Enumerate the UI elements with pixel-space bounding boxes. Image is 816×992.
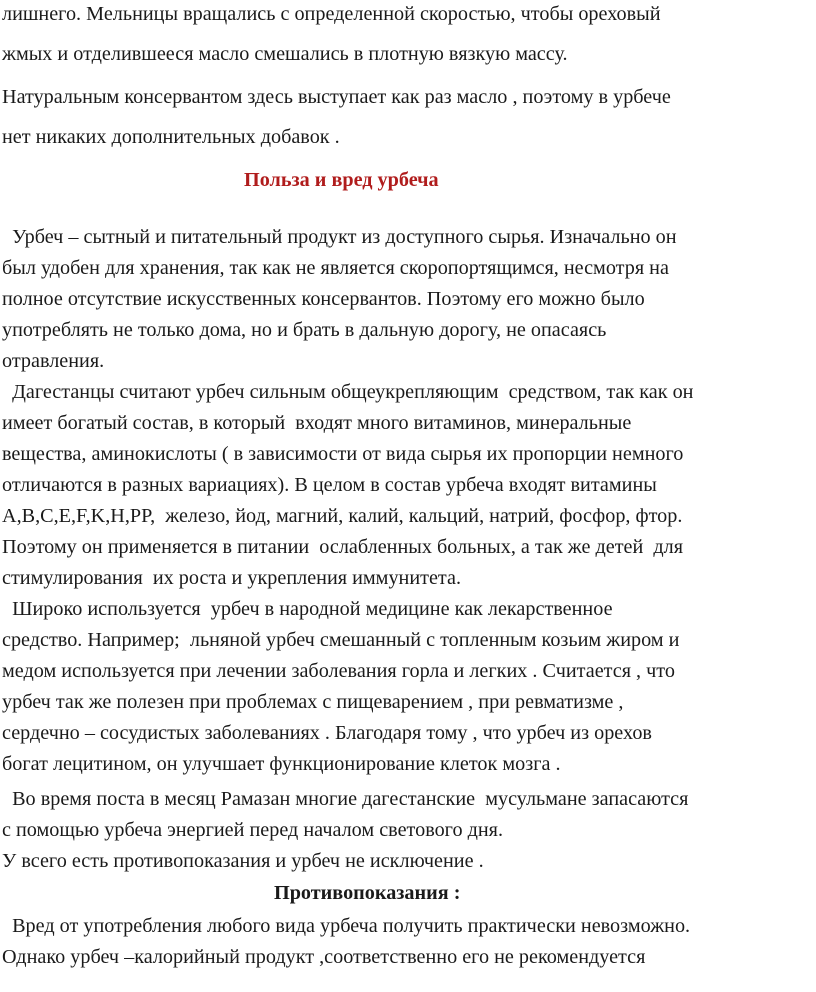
text-line: Во время поста в месяц Рамазан многие дагестанские мусульмане запасаются: [2, 788, 689, 810]
text-line: стимулирования их роста и укрепления иммунитета.: [2, 567, 462, 589]
text-line: нет никаких дополнительных добавок .: [2, 126, 340, 148]
text-line: медом используется при лечении заболевания горла и легких . Считается , что: [2, 660, 675, 682]
text-line: урбеч так же полезен при проблемах с пищеварением , при ревматизме ,: [2, 691, 624, 713]
text-line: Натуральным консервантом здесь выступает как раз масло , поэтому в урбече: [2, 86, 671, 108]
section-heading-contraindications: Противопоказания :: [274, 882, 461, 904]
text-line: Урбеч – сытный и питательный продукт из доступного сырья. Изначально он: [2, 226, 677, 248]
text-line: употреблять не только дома, но и брать в дальную дорогу, не опасаясь: [2, 319, 607, 341]
text-line: А,В,С,Е,F,K,H,PP, железо, йод, магний, калий, кальций, натрий, фосфор, фтор.: [2, 505, 683, 527]
text-line: полное отсутствие искусственных консервантов. Поэтому его можно было: [2, 288, 645, 310]
text-line: имеет богатый состав, в который входят много витаминов, минеральные: [2, 412, 632, 434]
text-line: лишнего. Мельницы вращались с определенной скоростью, чтобы ореховый: [2, 3, 661, 25]
text-line: Вред от употребления любого вида урбеча получить практически невозможно.: [2, 915, 691, 937]
text-line: жмых и отделившееся масло смешались в плотную вязкую массу.: [2, 43, 568, 65]
text-line: Широко используется урбеч в народной медицине как лекарственное: [2, 598, 613, 620]
text-line: с помощью урбеча энергией перед началом светового дня.: [2, 819, 504, 841]
text-line: богат лецитином, он улучшает функционирование клеток мозга .: [2, 753, 561, 775]
text-line: отравления.: [2, 350, 105, 372]
text-line: Поэтому он применяется в питании ослабленных больных, а так же детей для: [2, 536, 684, 558]
text-line: Дагестанцы считают урбеч сильным общеукрепляющим средством, так как он: [2, 381, 694, 403]
section-heading-benefit: Польза и вред урбеча: [244, 169, 439, 191]
text-line: вещества, аминокислоты ( в зависимости от вида сырья их пропорции немного: [2, 443, 684, 465]
text-line: У всего есть противопоказания и урбеч не исключение .: [2, 850, 484, 872]
text-line: средство. Например; льняной урбеч смешанный с топленным козьим жиром и: [2, 629, 680, 651]
text-line: сердечно – сосудистых заболеваниях . Благодаря тому , что урбеч из орехов: [2, 722, 652, 744]
text-line: был удобен для хранения, так как не является скоропортящимся, несмотря на: [2, 257, 669, 279]
text-line: Однако урбеч –калорийный продукт ,соответственно его не рекомендуется: [2, 946, 646, 968]
text-line: отличаются в разных вариациях). В целом в состав урбеча входят витамины: [2, 474, 657, 496]
